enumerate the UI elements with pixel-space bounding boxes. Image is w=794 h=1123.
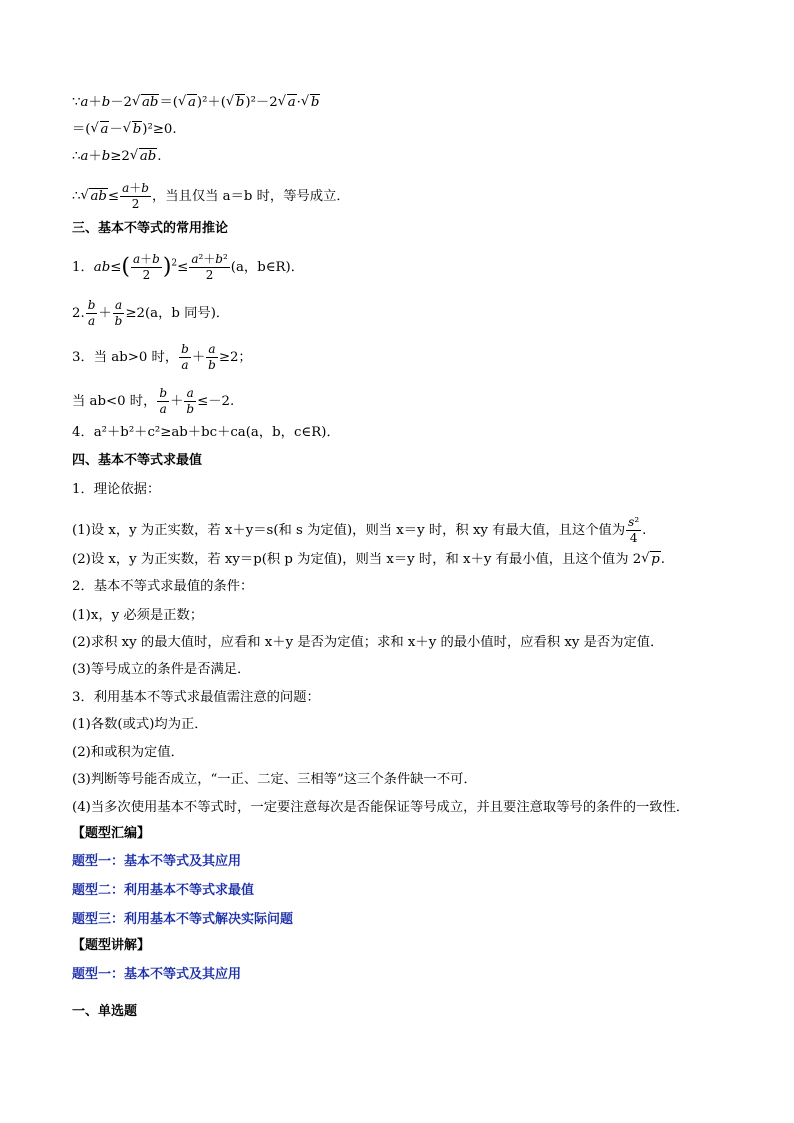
lecture-heading: 【题型讲解】 — [72, 938, 151, 953]
notes-title: 3．利用基本不等式求最值需注意的问题： — [72, 690, 320, 705]
condition-1: (1)x，y 必须是正数； — [72, 608, 204, 623]
section4-heading: 四、基本不等式求最值 — [72, 453, 203, 468]
summary-heading: 【题型汇编】 — [72, 826, 151, 841]
corollary-2: 2. $\frac{b}{a}$ ＋ $\frac{a}{b}$ ≥2(a，b 同号)． — [72, 298, 230, 328]
note-2: (2)和或积为定值． — [72, 745, 184, 760]
proof-line-4: ∴√ ab≤ $\frac{a+b}{2}$ ，当且仅当 a＝b 时，等号成立． — [72, 181, 350, 212]
proof-line-3: ∴a＋b≥2√ ab. — [72, 148, 162, 166]
summary-item-3: 题型三：利用基本不等式解决实际问题 — [72, 912, 294, 927]
theory-basis-1: (1)设 x，y 为正实数，若 x＋y＝s(和 s 为定值)，则当 x＝y 时，积 xy 有最大值，且这个值为 $\frac{\text{s²}}{4}$ . — [72, 515, 647, 545]
condition-3: (3)等号成立的条件是否满足． — [72, 662, 251, 677]
corollary-1: 1．ab≤( $\frac{a+b}{2}$ )$^2$≤ $\frac{\text{a²＋b²}}{2}$ (a，b∈R)． — [72, 252, 305, 282]
theory-basis-2: (2)设 x，y 为正实数，若 xy＝p(积 p 为定值)，则当 x＝y 时，和 x＋y 有最小值，且这个值为 2√ p. — [72, 551, 665, 569]
corollary-3b: 当 ab<0 时， $\frac{b}{a}$ ＋ $\frac{a}{b}$ ≤－2. — [72, 386, 235, 416]
proof-line-2: ＝(√ a－√ b)²≥0. — [72, 121, 177, 139]
corollary-4: 4．a²＋b²＋c²≥ab＋bc＋ca(a，b，c∈R)． — [72, 425, 340, 440]
corollary-3: 3．当 ab>0 时， $\frac{b}{a}$ ＋ $\frac{a}{b}$ ≥2； — [72, 342, 252, 372]
conditions-title: 2．基本不等式求最值的条件： — [72, 579, 254, 594]
summary-item-1: 题型一：基本不等式及其应用 — [72, 854, 242, 869]
section3-heading: 三、基本不等式的常用推论 — [72, 221, 229, 236]
summary-item-2: 题型二：利用基本不等式求最值 — [72, 883, 255, 898]
note-3: (3)判断等号能否成立，“一正、二定、三相等”这三个条件缺一不可． — [72, 772, 477, 787]
lecture-topic: 题型一：基本不等式及其应用 — [72, 967, 242, 982]
proof-line-1: ∵a＋b－2√ ab＝(√ a)²＋(√ b)²－2√ a·√ b — [72, 94, 320, 112]
question-type-heading: 一、单选题 — [72, 1004, 138, 1019]
note-4: (4)当多次使用基本不等式时，一定要注意每次是否能保证等号成立，并且要注意取等号的条件的一致性． — [72, 800, 690, 815]
theory-basis: 1．理论依据： — [72, 482, 161, 497]
note-1: (1)各数(或式)均为正． — [72, 717, 208, 732]
condition-2: (2)求积 xy 的最大值时，应看和 x＋y 是否为定值；求和 x＋y 的最小值时，应看积 xy 是否为定值． — [72, 635, 664, 650]
